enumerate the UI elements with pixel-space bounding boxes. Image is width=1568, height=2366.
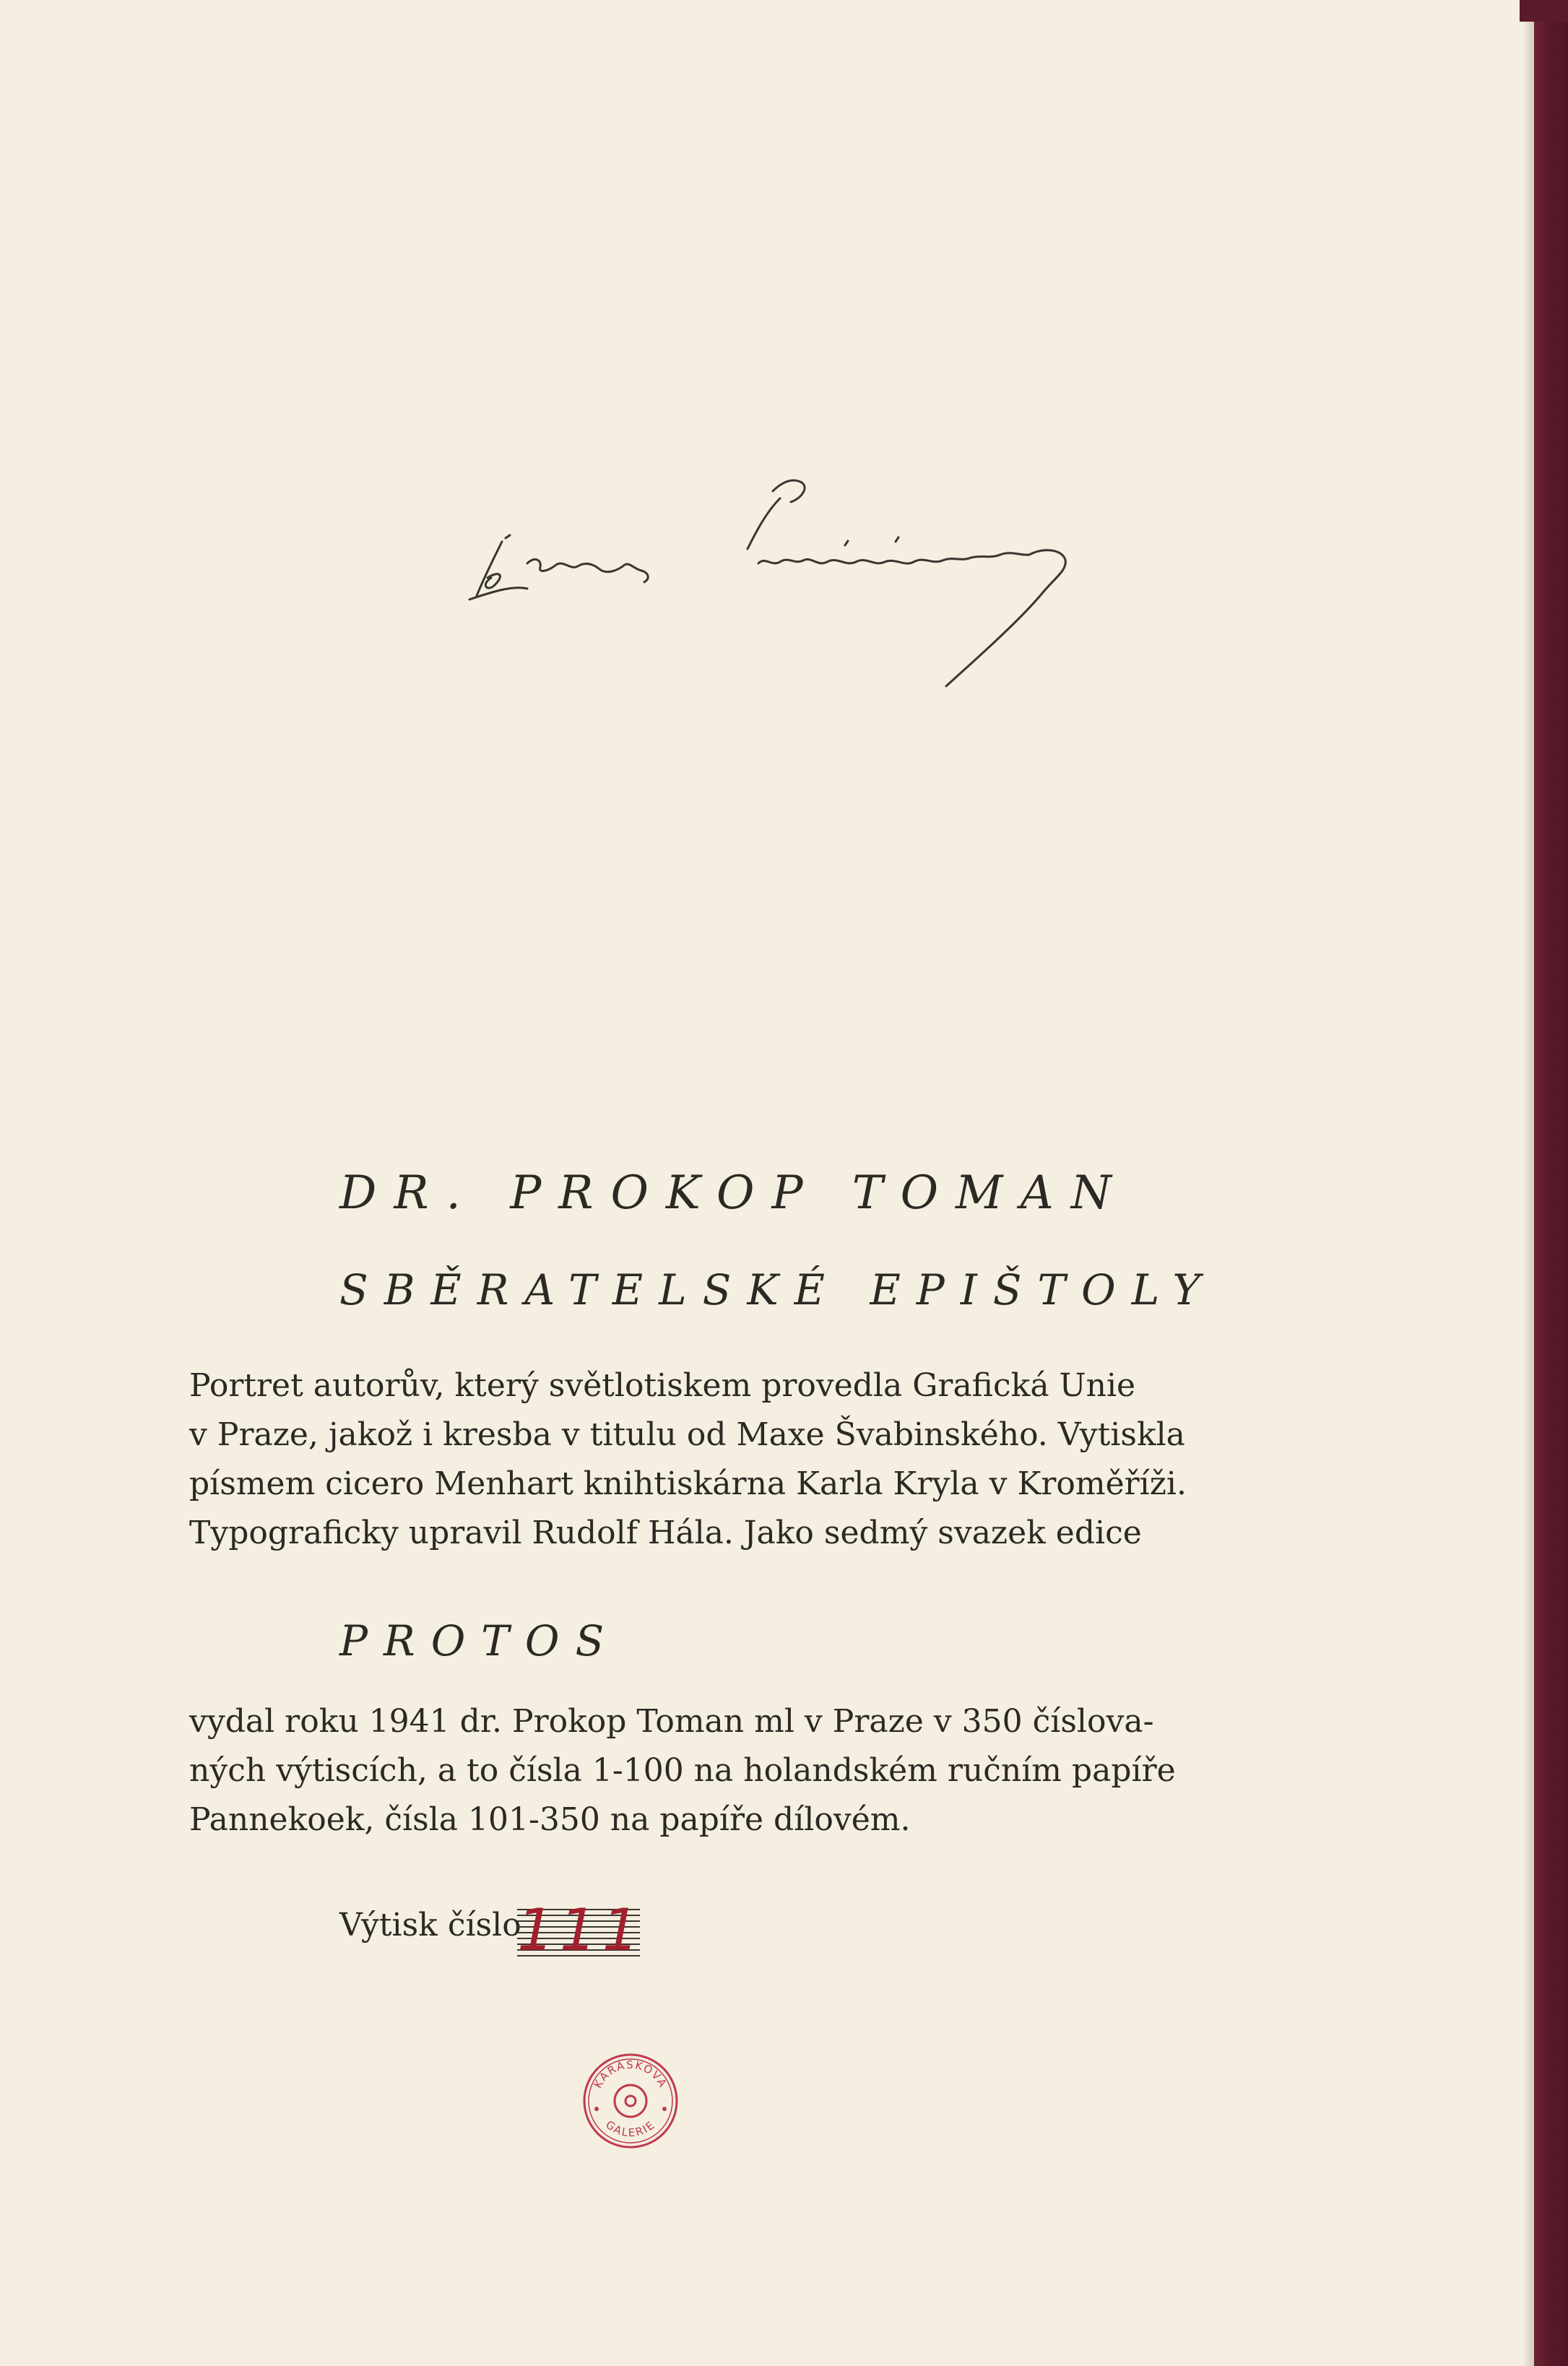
publication-line: Pannekoek, čísla 101-350 na papíře dílovém. [189,1801,911,1838]
book-title: SBĚRATELSKÉ EPIŠTOLY [339,1265,1216,1314]
colophon-paragraph [189,1361,1187,1558]
colophon-line: v Praze, jakož i kresba v titulu od Maxe Švabinského. Vytiskla [189,1416,1185,1453]
cover-corner [1520,0,1568,22]
copy-number: 111 [517,1897,645,1964]
copy-number-label: Výtisk číslo [339,1907,521,1944]
author-name: DR. PROKOP TOMAN [339,1166,1129,1220]
colophon-line: Portret autorův, který světlotiskem provedla Grafická Unie [189,1367,1136,1404]
handwritten-signature [462,469,1127,708]
copy-number-field [517,1897,645,1964]
publication-paragraph [189,1697,1176,1845]
publication-line: vydal roku 1941 dr. Prokop Toman ml v Praze v 350 číslova- [189,1703,1154,1740]
colophon-line: písmem cicero Menhart knihtiskárna Karla Kryla v Kroměříži. [189,1465,1187,1502]
colophon-line: Typograficky upravil Rudolf Hála. Jako sedmý svazek edice [189,1514,1142,1551]
gallery-stamp [581,2051,680,2151]
svg-text:KARÁSKOVA: KARÁSKOVA [591,2058,670,2091]
edition-name: PROTOS [339,1616,620,1665]
page-edge-shadow [1522,0,1534,2366]
svg-text:GALERIE: GALERIE [603,2118,658,2140]
cover-edge [1534,0,1568,2366]
publication-line: ných výtiscích, a to čísla 1-100 na holandském ručním papíře [189,1752,1176,1789]
